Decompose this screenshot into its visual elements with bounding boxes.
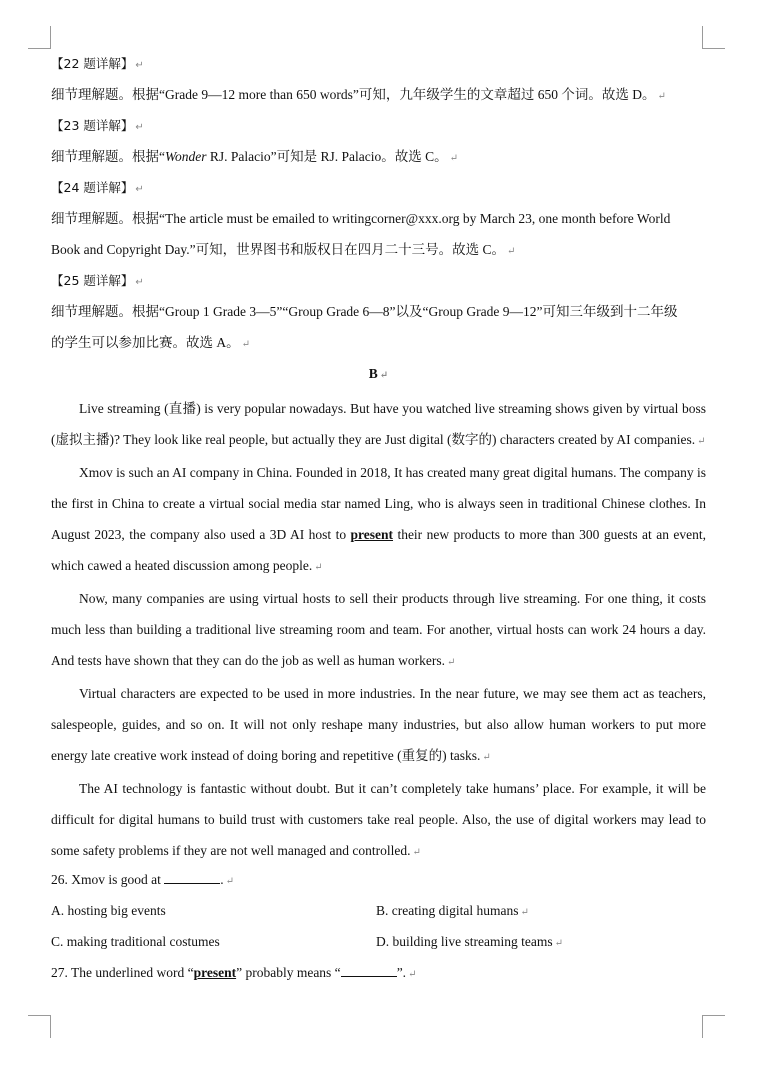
- option-b: B. creating digital humans ↵: [376, 903, 529, 918]
- option-c: C. making traditional costumes: [51, 934, 220, 949]
- question-27-stem: 27. The underlined word “present” probably means “ ”. ↵: [51, 961, 706, 992]
- section-title: B ↵: [368, 366, 389, 381]
- answer-blank: [341, 962, 397, 977]
- corner-mark-top-left: [28, 26, 51, 49]
- corner-mark-bottom-left: [28, 1015, 51, 1038]
- option-a: A. hosting big events: [51, 903, 166, 918]
- option-d: D. building live streaming teams ↵: [376, 934, 563, 949]
- passage-paragraph-5: The AI technology is fantastic without doubt. But it can’t completely take humans’ place. For example, it will be difficult for digital humans to build trust with customers take real people. Also, the use of digital workers may lead to some safety problems if they are not well managed and controlled. ↵: [51, 781, 706, 858]
- answer-24-text-line2: Book and Copyright Day.”可知，世界图书和版权日在四月二十三号。故选 C。 ↵: [51, 242, 516, 257]
- answer-22-header: 【22 题详解】 ↵: [51, 56, 144, 71]
- passage-paragraph-4: Virtual characters are expected to be used in more industries. In the near future, we may see them act as teachers, salespeople, guides, and so on. It will not only reshape many industries, but also allow human workers to put more energy late creative work instead of doing boring and repetitive (重复的) tasks. ↵: [51, 686, 706, 763]
- answer-22-text: 细节理解题。根据“Grade 9—12 more than 650 words”可知，九年级学生的文章超过 650 个词。故选 D。 ↵: [51, 87, 666, 102]
- answer-24-header: 【24 题详解】 ↵: [51, 180, 144, 195]
- underlined-word-present: present: [350, 527, 394, 542]
- passage-paragraph-3: Now, many companies are using virtual hosts to sell their products through live streaming. For one thing, it costs much less than building a traditional live streaming room and team. For another, virtual hosts can work 24 hours a day. And tests have shown that they can do the job as well as human workers. ↵: [51, 591, 706, 668]
- answer-25-header: 【25 题详解】 ↵: [51, 273, 144, 288]
- question-26-options-row-2: [51, 930, 706, 961]
- answer-23-text: 细节理解题。根据“Wonder RJ. Palacio”可知是 RJ. Palacio。故选 C。 ↵: [51, 149, 459, 164]
- question-26-options-row-1: [51, 899, 706, 930]
- passage-paragraph-2: Xmov is such an AI company in China. Founded in 2018, It has created many great digital humans. The company is the first in China to create a virtual social media star named Ling, who is always seen in traditional Chinese clothes. In August 2023, the company also used a 3D AI host to present their new products to more than 300 guests at an event, which cawed a heated discussion among people. ↵: [51, 465, 706, 573]
- corner-mark-top-right: [702, 26, 725, 49]
- answer-blank: [164, 869, 220, 884]
- document-body: [51, 52, 706, 992]
- question-27-underlined-word: present: [193, 965, 237, 980]
- answer-25-text-line1: 细节理解题。根据“Group 1 Grade 3—5”“Group Grade 6—8”以及“Group Grade 9—12”可知三年级到十二年级: [51, 304, 678, 319]
- answer-24-text-line1: 细节理解题。根据“The article must be emailed to writingcorner@xxx.org by March 23, one month before World: [51, 211, 671, 226]
- question-26-stem: 26. Xmov is good at . ↵: [51, 868, 706, 899]
- passage-paragraph-1: Live streaming (直播) is very popular nowadays. But have you watched live streaming shows given by virtual boss (虚拟主播)? They look like real people, but actually they are Just digital (数字的) characters created by AI companies. ↵: [51, 401, 706, 447]
- answer-25-text-line2: 的学生可以参加比赛。故选 A。 ↵: [51, 335, 251, 350]
- answer-23-header: 【23 题详解】 ↵: [51, 118, 144, 133]
- corner-mark-bottom-right: [702, 1015, 725, 1038]
